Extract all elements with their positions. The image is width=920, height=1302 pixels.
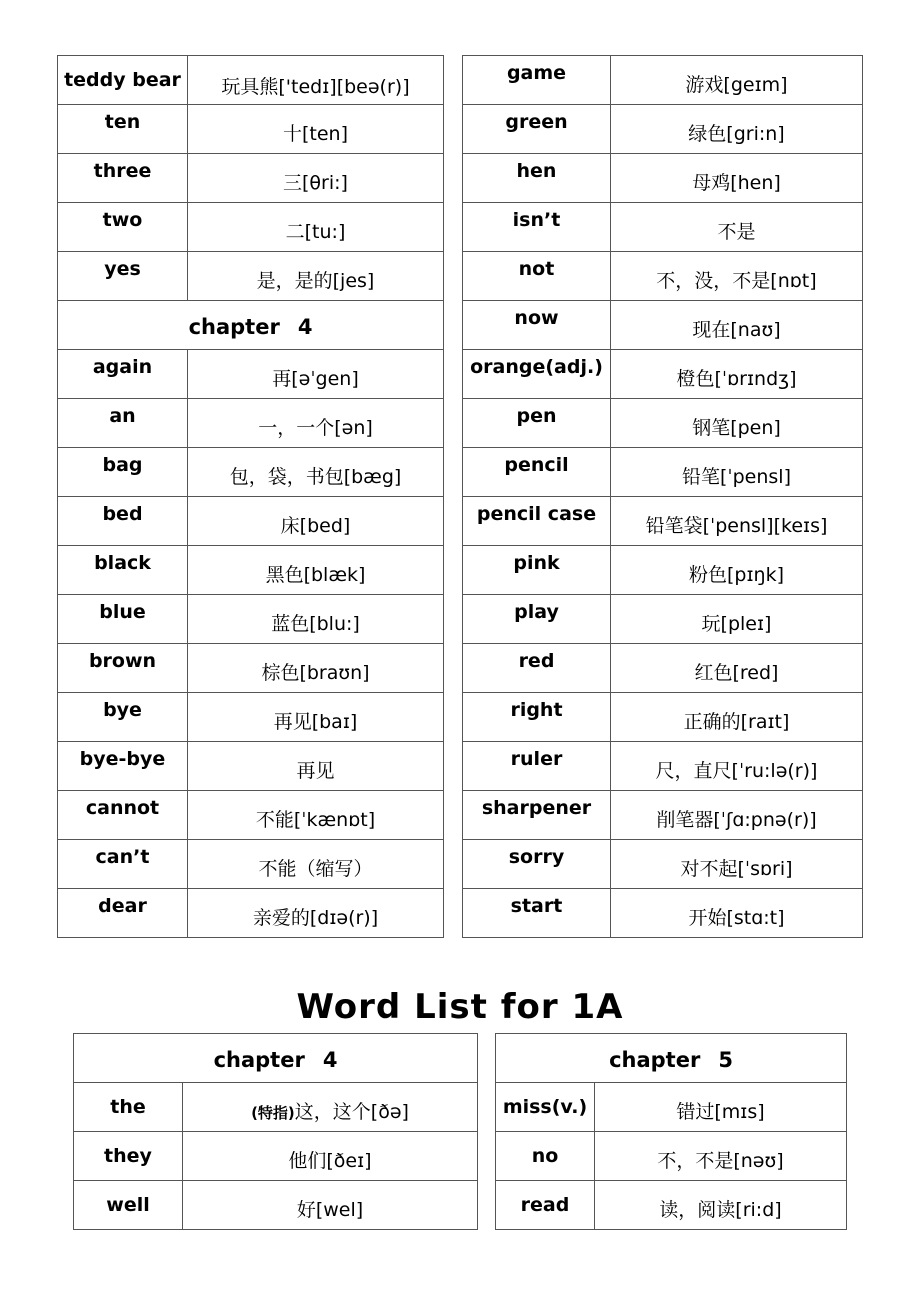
chapter-number: 5 bbox=[718, 1048, 733, 1072]
chinese-meaning: 开始[stɑ:t] bbox=[611, 889, 863, 938]
english-word: brown bbox=[58, 644, 188, 693]
chinese-meaning: 绿色[gri:n] bbox=[611, 105, 863, 154]
chapter-heading-row bbox=[74, 1034, 847, 1083]
column-gap bbox=[444, 497, 463, 546]
chinese-meaning: 包，袋，书包[bæg] bbox=[188, 448, 444, 497]
chapter-label: chapter bbox=[188, 315, 280, 339]
english-word: pink bbox=[463, 546, 611, 595]
column-gap bbox=[444, 840, 463, 889]
column-gap bbox=[478, 1132, 496, 1181]
english-word: bye-bye bbox=[58, 742, 188, 791]
chinese-meaning: 铅笔[ˈpensl] bbox=[611, 448, 863, 497]
chinese-meaning: 蓝色[blu:] bbox=[188, 595, 444, 644]
column-gap bbox=[444, 448, 463, 497]
english-word: an bbox=[58, 399, 188, 448]
chinese-meaning: 现在[naʊ] bbox=[611, 301, 863, 350]
word-row bbox=[58, 644, 863, 693]
english-word: ruler bbox=[463, 742, 611, 791]
chinese-meaning: 床[bed] bbox=[188, 497, 444, 546]
chinese-meaning: 不能[ˈkænɒt] bbox=[188, 791, 444, 840]
chinese-meaning: 削笔器[ˈʃɑ:pnə(r)] bbox=[611, 791, 863, 840]
word-row bbox=[58, 546, 863, 595]
chinese-meaning: 三[θri:] bbox=[188, 154, 444, 203]
word-row bbox=[74, 1181, 847, 1230]
meaning-text: 这，这个[ðə] bbox=[294, 1100, 409, 1123]
column-gap bbox=[444, 399, 463, 448]
english-word: pencil case bbox=[463, 497, 611, 546]
column-gap bbox=[478, 1083, 496, 1132]
english-word: blue bbox=[58, 595, 188, 644]
vocabulary-table-upper bbox=[57, 55, 863, 938]
english-word: yes bbox=[58, 252, 188, 301]
column-gap bbox=[478, 1034, 496, 1083]
chinese-meaning: 尺，直尺[ˈru:lə(r)] bbox=[611, 742, 863, 791]
chapter-heading bbox=[74, 1034, 478, 1083]
chinese-meaning: 再见 bbox=[188, 742, 444, 791]
english-word: sharpener bbox=[463, 791, 611, 840]
english-word: isn’t bbox=[463, 203, 611, 252]
chinese-meaning: 不，不是[nəʊ] bbox=[595, 1132, 847, 1181]
chinese-meaning: 不，没，不是[nɒt] bbox=[611, 252, 863, 301]
english-word: now bbox=[463, 301, 611, 350]
chinese-meaning: 玩具熊['tedɪ][beə(r)] bbox=[188, 56, 444, 105]
word-row bbox=[58, 203, 863, 252]
word-row bbox=[58, 105, 863, 154]
chapter-number: 4 bbox=[322, 1048, 338, 1072]
chinese-meaning: 读，阅读[ri:d] bbox=[595, 1181, 847, 1230]
chinese-meaning: 是，是的[jes] bbox=[188, 252, 444, 301]
word-row bbox=[58, 693, 863, 742]
chinese-meaning: 对不起[ˈsɒri] bbox=[611, 840, 863, 889]
english-word: bed bbox=[58, 497, 188, 546]
chinese-meaning: 二[tu:] bbox=[188, 203, 444, 252]
chinese-meaning: 黑色[blæk] bbox=[188, 546, 444, 595]
column-gap bbox=[444, 546, 463, 595]
english-word: dear bbox=[58, 889, 188, 938]
column-gap bbox=[444, 105, 463, 154]
chinese-meaning: 钢笔[pen] bbox=[611, 399, 863, 448]
chinese-meaning: 好[wel] bbox=[183, 1181, 478, 1230]
chinese-meaning: 他们[ðeɪ] bbox=[183, 1132, 478, 1181]
column-gap bbox=[444, 203, 463, 252]
word-row bbox=[58, 350, 863, 399]
word-row bbox=[58, 252, 863, 301]
english-word: pen bbox=[463, 399, 611, 448]
chinese-meaning: 玩[pleɪ] bbox=[611, 595, 863, 644]
english-word: green bbox=[463, 105, 611, 154]
chinese-meaning: 铅笔袋[ˈpensl][keɪs] bbox=[611, 497, 863, 546]
word-row bbox=[58, 840, 863, 889]
chinese-meaning: 正确的[raɪt] bbox=[611, 693, 863, 742]
word-row bbox=[58, 56, 863, 105]
english-word: cannot bbox=[58, 791, 188, 840]
english-word: miss(v.) bbox=[496, 1083, 595, 1132]
english-word: orange(adj.) bbox=[463, 350, 611, 399]
english-word: bye bbox=[58, 693, 188, 742]
column-gap bbox=[444, 595, 463, 644]
word-row bbox=[74, 1083, 847, 1132]
english-word: bag bbox=[58, 448, 188, 497]
english-word: hen bbox=[463, 154, 611, 203]
english-word: not bbox=[463, 252, 611, 301]
column-gap bbox=[444, 791, 463, 840]
chinese-meaning: 再[əˈgen] bbox=[188, 350, 444, 399]
english-word: well bbox=[74, 1181, 183, 1230]
chapter-label: chapter bbox=[609, 1048, 701, 1072]
word-row bbox=[58, 154, 863, 203]
chapter-heading bbox=[58, 301, 444, 350]
word-row bbox=[58, 742, 863, 791]
meaning-prefix: (特指) bbox=[251, 1103, 295, 1122]
english-word: red bbox=[463, 644, 611, 693]
chinese-meaning: 错过[mɪs] bbox=[595, 1083, 847, 1132]
page-title: Word List for 1A bbox=[296, 987, 624, 1027]
english-word: no bbox=[496, 1132, 595, 1181]
word-row bbox=[58, 497, 863, 546]
column-gap bbox=[444, 56, 463, 105]
chinese-meaning: 十[ten] bbox=[188, 105, 444, 154]
chinese-meaning: 不能（缩写） bbox=[188, 840, 444, 889]
column-gap bbox=[444, 252, 463, 301]
english-word: play bbox=[463, 595, 611, 644]
chapter-number: 4 bbox=[297, 315, 313, 339]
chinese-meaning: 亲爱的[dɪə(r)] bbox=[188, 889, 444, 938]
word-row bbox=[74, 1132, 847, 1181]
english-word: again bbox=[58, 350, 188, 399]
english-word: the bbox=[74, 1083, 183, 1132]
column-gap bbox=[444, 350, 463, 399]
english-word: start bbox=[463, 889, 611, 938]
column-gap bbox=[444, 301, 463, 350]
english-word: two bbox=[58, 203, 188, 252]
chinese-meaning: 橙色[ˈɒrɪndʒ] bbox=[611, 350, 863, 399]
column-gap bbox=[444, 154, 463, 203]
english-word: sorry bbox=[463, 840, 611, 889]
chinese-meaning: 母鸡[hen] bbox=[611, 154, 863, 203]
column-gap bbox=[478, 1181, 496, 1230]
column-gap bbox=[444, 693, 463, 742]
chinese-meaning: 不是 bbox=[611, 203, 863, 252]
english-word: teddy bear bbox=[58, 56, 188, 105]
chinese-meaning: 一，一个[ən] bbox=[188, 399, 444, 448]
chapter-label: chapter bbox=[213, 1048, 305, 1072]
english-word: read bbox=[496, 1181, 595, 1230]
word-row bbox=[58, 448, 863, 497]
english-word: pencil bbox=[463, 448, 611, 497]
word-row bbox=[58, 595, 863, 644]
column-gap bbox=[444, 742, 463, 791]
word-row bbox=[58, 399, 863, 448]
english-word: can’t bbox=[58, 840, 188, 889]
column-gap bbox=[444, 644, 463, 693]
word-row bbox=[58, 889, 863, 938]
vocabulary-table-lower bbox=[73, 1033, 847, 1230]
english-word: right bbox=[463, 693, 611, 742]
english-word: three bbox=[58, 154, 188, 203]
english-word: black bbox=[58, 546, 188, 595]
english-word: game bbox=[463, 56, 611, 105]
chapter-heading bbox=[496, 1034, 847, 1083]
column-gap bbox=[444, 889, 463, 938]
english-word: they bbox=[74, 1132, 183, 1181]
chinese-meaning bbox=[183, 1083, 478, 1132]
chinese-meaning: 棕色[braʊn] bbox=[188, 644, 444, 693]
chinese-meaning: 再见[baɪ] bbox=[188, 693, 444, 742]
chinese-meaning: 游戏[geɪm] bbox=[611, 56, 863, 105]
word-row bbox=[58, 791, 863, 840]
word-row bbox=[58, 301, 863, 350]
chinese-meaning: 红色[red] bbox=[611, 644, 863, 693]
chinese-meaning: 粉色[pɪŋk] bbox=[611, 546, 863, 595]
english-word: ten bbox=[58, 105, 188, 154]
